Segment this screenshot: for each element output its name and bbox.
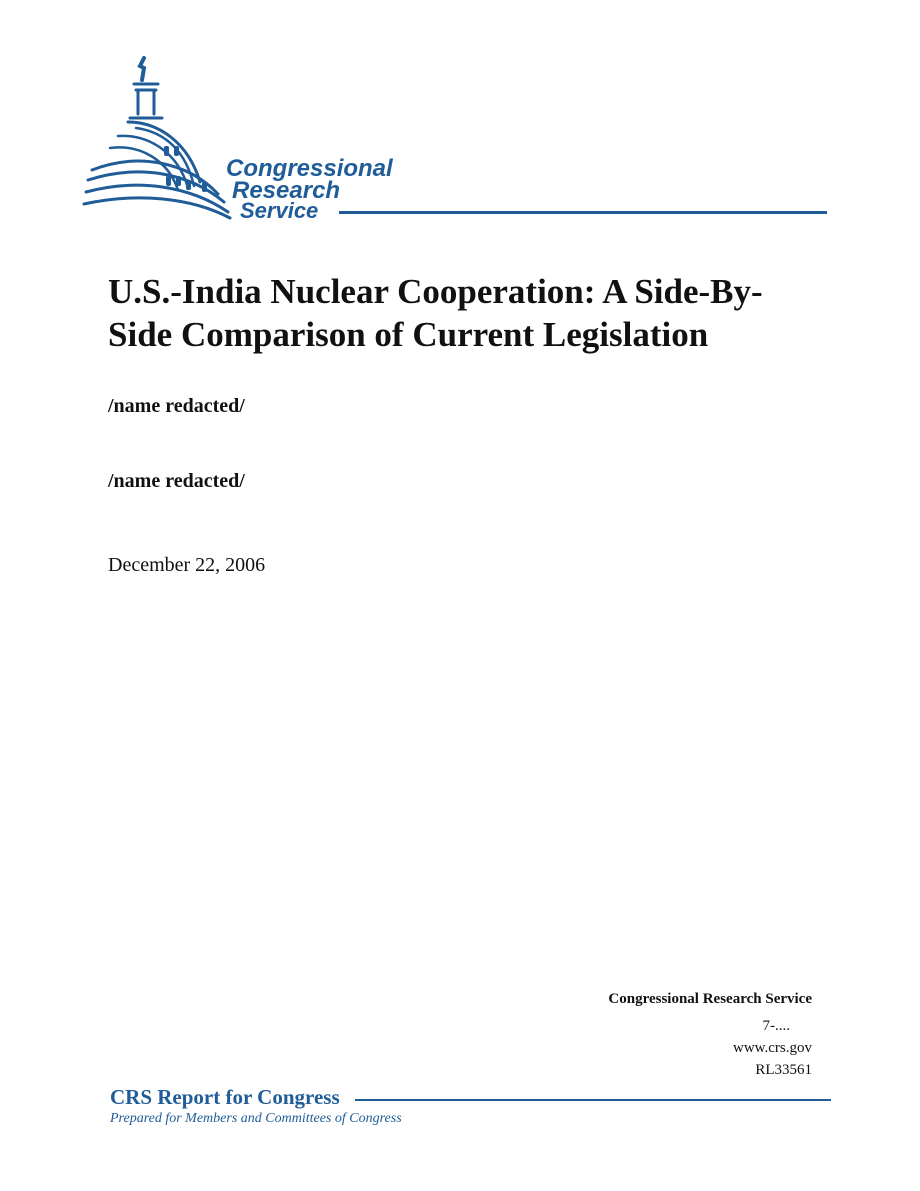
footer-title: CRS Report for Congress	[110, 1085, 340, 1109]
logo-text-line3: Service	[240, 198, 319, 223]
author-2: /name redacted/	[108, 470, 245, 492]
logo-text-line2: Research	[232, 177, 341, 204]
publisher-name: Congressional Research Service	[608, 991, 812, 1007]
publisher-phone: 7-....	[762, 1018, 790, 1034]
report-number: RL33561	[755, 1062, 812, 1078]
publisher-website: www.crs.gov	[732, 1040, 812, 1056]
footer-subtitle: Prepared for Members and Committees of Congress	[110, 1111, 402, 1126]
logo-text-line1: Congressional	[226, 155, 393, 182]
author-1: /name redacted/	[108, 395, 245, 417]
publication-date: December 22, 2006	[108, 554, 266, 576]
footer-rule	[355, 1099, 831, 1101]
document-title: U.S.-India Nuclear Cooperation: A Side-By-Side Comparison of Current Legislation	[108, 272, 763, 354]
logo-rule	[339, 211, 827, 214]
capitol-dome-icon	[78, 52, 238, 222]
